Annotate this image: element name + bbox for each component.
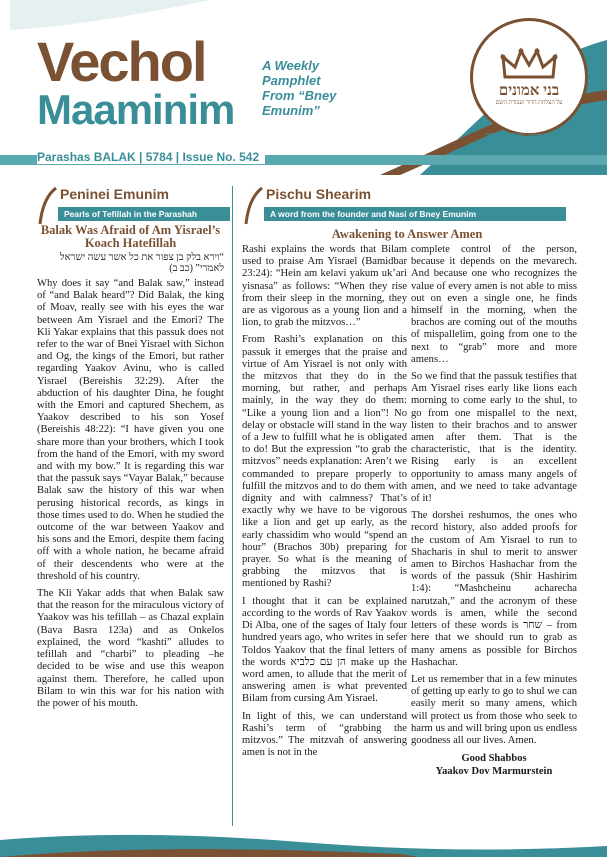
right-column-subheading: A word from the founder and Nasi of Bney Emunim: [264, 207, 566, 221]
hebrew-verse: “וירא בלק בן צפור את כל אשר עשה ישראל לאמרי” (כב ב): [59, 252, 224, 274]
column-divider: [232, 186, 233, 826]
left-column-heading: Peninei Emunim: [60, 186, 169, 202]
right-article-title: Awakening to Answer Amen: [331, 227, 483, 241]
heading-swoosh-icon: [244, 186, 264, 226]
paragraph: From Rashi’s explanation on this passuk it emerges that the praise and virtue of Am Yisrael is not only with the mitzvos that they do in the morning, but rather, and perhaps mainly, in the way they do them: “Like a young lion and a lion”! No delay or obstacle will stand in the way of a Jew to fulfill what he is obligated to do! But the expression “to grab the mitzvos” needs explanation: Aren’t we commanded to prepare properly to fulfill the mitzvos and to do them with dignity and with calmness? That’s exactly why we have to be vigorous like a lion and get up early, as the early chassidim who would “spend an hour” (Brachos 30b) preparing for prayer. So what is the meaning of grabbing the mitzvos that is mentioned by Rashi?: [242, 334, 407, 590]
masthead-title-line1: Vechol: [37, 30, 206, 93]
heading-swoosh-icon: [38, 186, 58, 226]
left-article: [37, 224, 224, 715]
masthead-tagline: A Weekly Pamphlet From “Bney Emunim”: [262, 58, 337, 118]
paragraph: I thought that it can be explained according to the words of Rav Yaakov Di Alba, one of the sages of Italy four hundred years ago, who writes in sefer Toldos Yaakov that the final letters of the words הן עם כלביא make up the word amen, to allude that the merit of answering amen is what prevented Bilam from cursing Am Yisrael.: [242, 595, 407, 705]
signature-greeting: Good Shabbos: [461, 753, 527, 765]
paragraph: The dorshei reshumos, the ones who record history, also added proofs for the custom of Am Yisrael to run to Shacharis in shul to merit to answer amen to Birchos Hashachar from the words of the passuk (Shir Hashirim 1:4): “Mashcheinu acharecha narutzah,” and the acronym of these words is amen, while the second letters of these words is שחר – from here that we should run to grab as many amens as possible for Birchos Hashachar.: [411, 510, 578, 668]
paragraph: So we find that the passuk testifies that Am Yisrael rises early like lions each morning to come early to the shul, to go from one mispallel to the next, listen to their brachos and to answer amen after them. That is the characteristic, that is the identity. Rising early is an excellent opportunity to amass many angels of amen, and we need to take advantage of it!: [411, 371, 577, 505]
masthead-title-line2: Maaminim: [37, 86, 235, 133]
paragraph: Rashi explains the words that Bilam used to praise Am Yisrael (Bamidbar 23:24): “Hein am kelavi yakum uk’ari yisnasa” as follows: “When they rise from their sleep in the morning, they are as vigorous as a young lion and a lion, to grab the mitzvos…”: [242, 244, 407, 329]
left-article-body: [37, 278, 224, 710]
paragraph: Why does it say “and Balak saw,” instead of “and Balak heard”? Did Balak, the king of Moav, really see with his eyes the war between Am Yisrael and the Emori? The Kli Yakar explains that this passuk does not refer to the war of Bnei Yisrael with Sichon and Og, the kings of the Emori, but rather regarding Yaakov Avinu, who is called Yisrael (Bereishis 32:29). After the abduction of his daughter Dina, he fought with the Emori and captured Shechem, as Yaakov described to his son Yosef (Bereishis 48:22): “I have given you one share more than your brothers, which I took from the hand of the Emori, with my sword and with my bow.” It is regarding this war that the passuk says “Vayar Balak,” because Balak saw the history of this war when perusing historical records, as kings in those times used to do. When he studied the outcome of the war between Yaakov and his sons and the Emori, despite them facing off with a whole nation, he became afraid of their descendents who were at the threshold of his country.: [37, 278, 224, 582]
left-article-title: Balak Was Afraid of Am Yisrael’s Koach Hatefillah: [40, 223, 221, 250]
footer-decoration: [0, 832, 607, 857]
right-article-col-a: [242, 244, 407, 764]
bney-emunim-logo: [470, 18, 588, 136]
paragraph: The Kli Yakar adds that when Balak saw that the reason for the miraculous victory of Yaakov was his tefillah – as Chazal explain (Bava Basra 123a) and as Onkelos explained, the word “kashti” alludes to tefillah and “charbi” to pleading –he decided to be wise and use this weapon against them. Therefore, he called upon Bilam to win this war for his nation with the power of his mouth.: [37, 588, 224, 709]
contact-email: 9131919@gmail.com: [531, 143, 600, 150]
contact-address: ת.ד 102 בני ברק | פקס : 03-5055919: [485, 133, 600, 140]
paragraph: In light of this, we can understand Rashi’s term of “grabbing the mitzvos.” The mitzvah of answering amen is not in the: [242, 710, 407, 759]
contact-info: [420, 132, 600, 152]
paragraph: Let us remember that in a few minutes of getting up early to go to shul we can easily merit so many amens, which will protect us from those who seek to harm us and will bring upon us endless goodness all our lives. Amen.: [411, 673, 577, 746]
issue-info: Parashas BALAK | 5784 | Issue No. 542: [37, 150, 265, 164]
logo-subtext: על הצלחת הדור ועבודת השם: [495, 100, 563, 106]
left-column-subheading: Pearls of Tefillah in the Parashah: [58, 207, 230, 221]
paragraph: complete control of the person, because it depends on the mevarech. And because one who recognizes the value of every amen is not able to miss out on even a single one, he finds himself in the morning, when the brachos are coming out of the mouths of mispallelim, going from one to the next to “grab” more and more amens…: [411, 244, 577, 365]
right-column-heading: Pischu Shearim: [266, 186, 372, 202]
right-article-col-b: [411, 244, 577, 778]
crown-icon: [499, 47, 559, 81]
logo-text: בני אמונים: [498, 83, 560, 99]
signature-name: Yaakov Dov Marmurstein: [435, 766, 553, 778]
